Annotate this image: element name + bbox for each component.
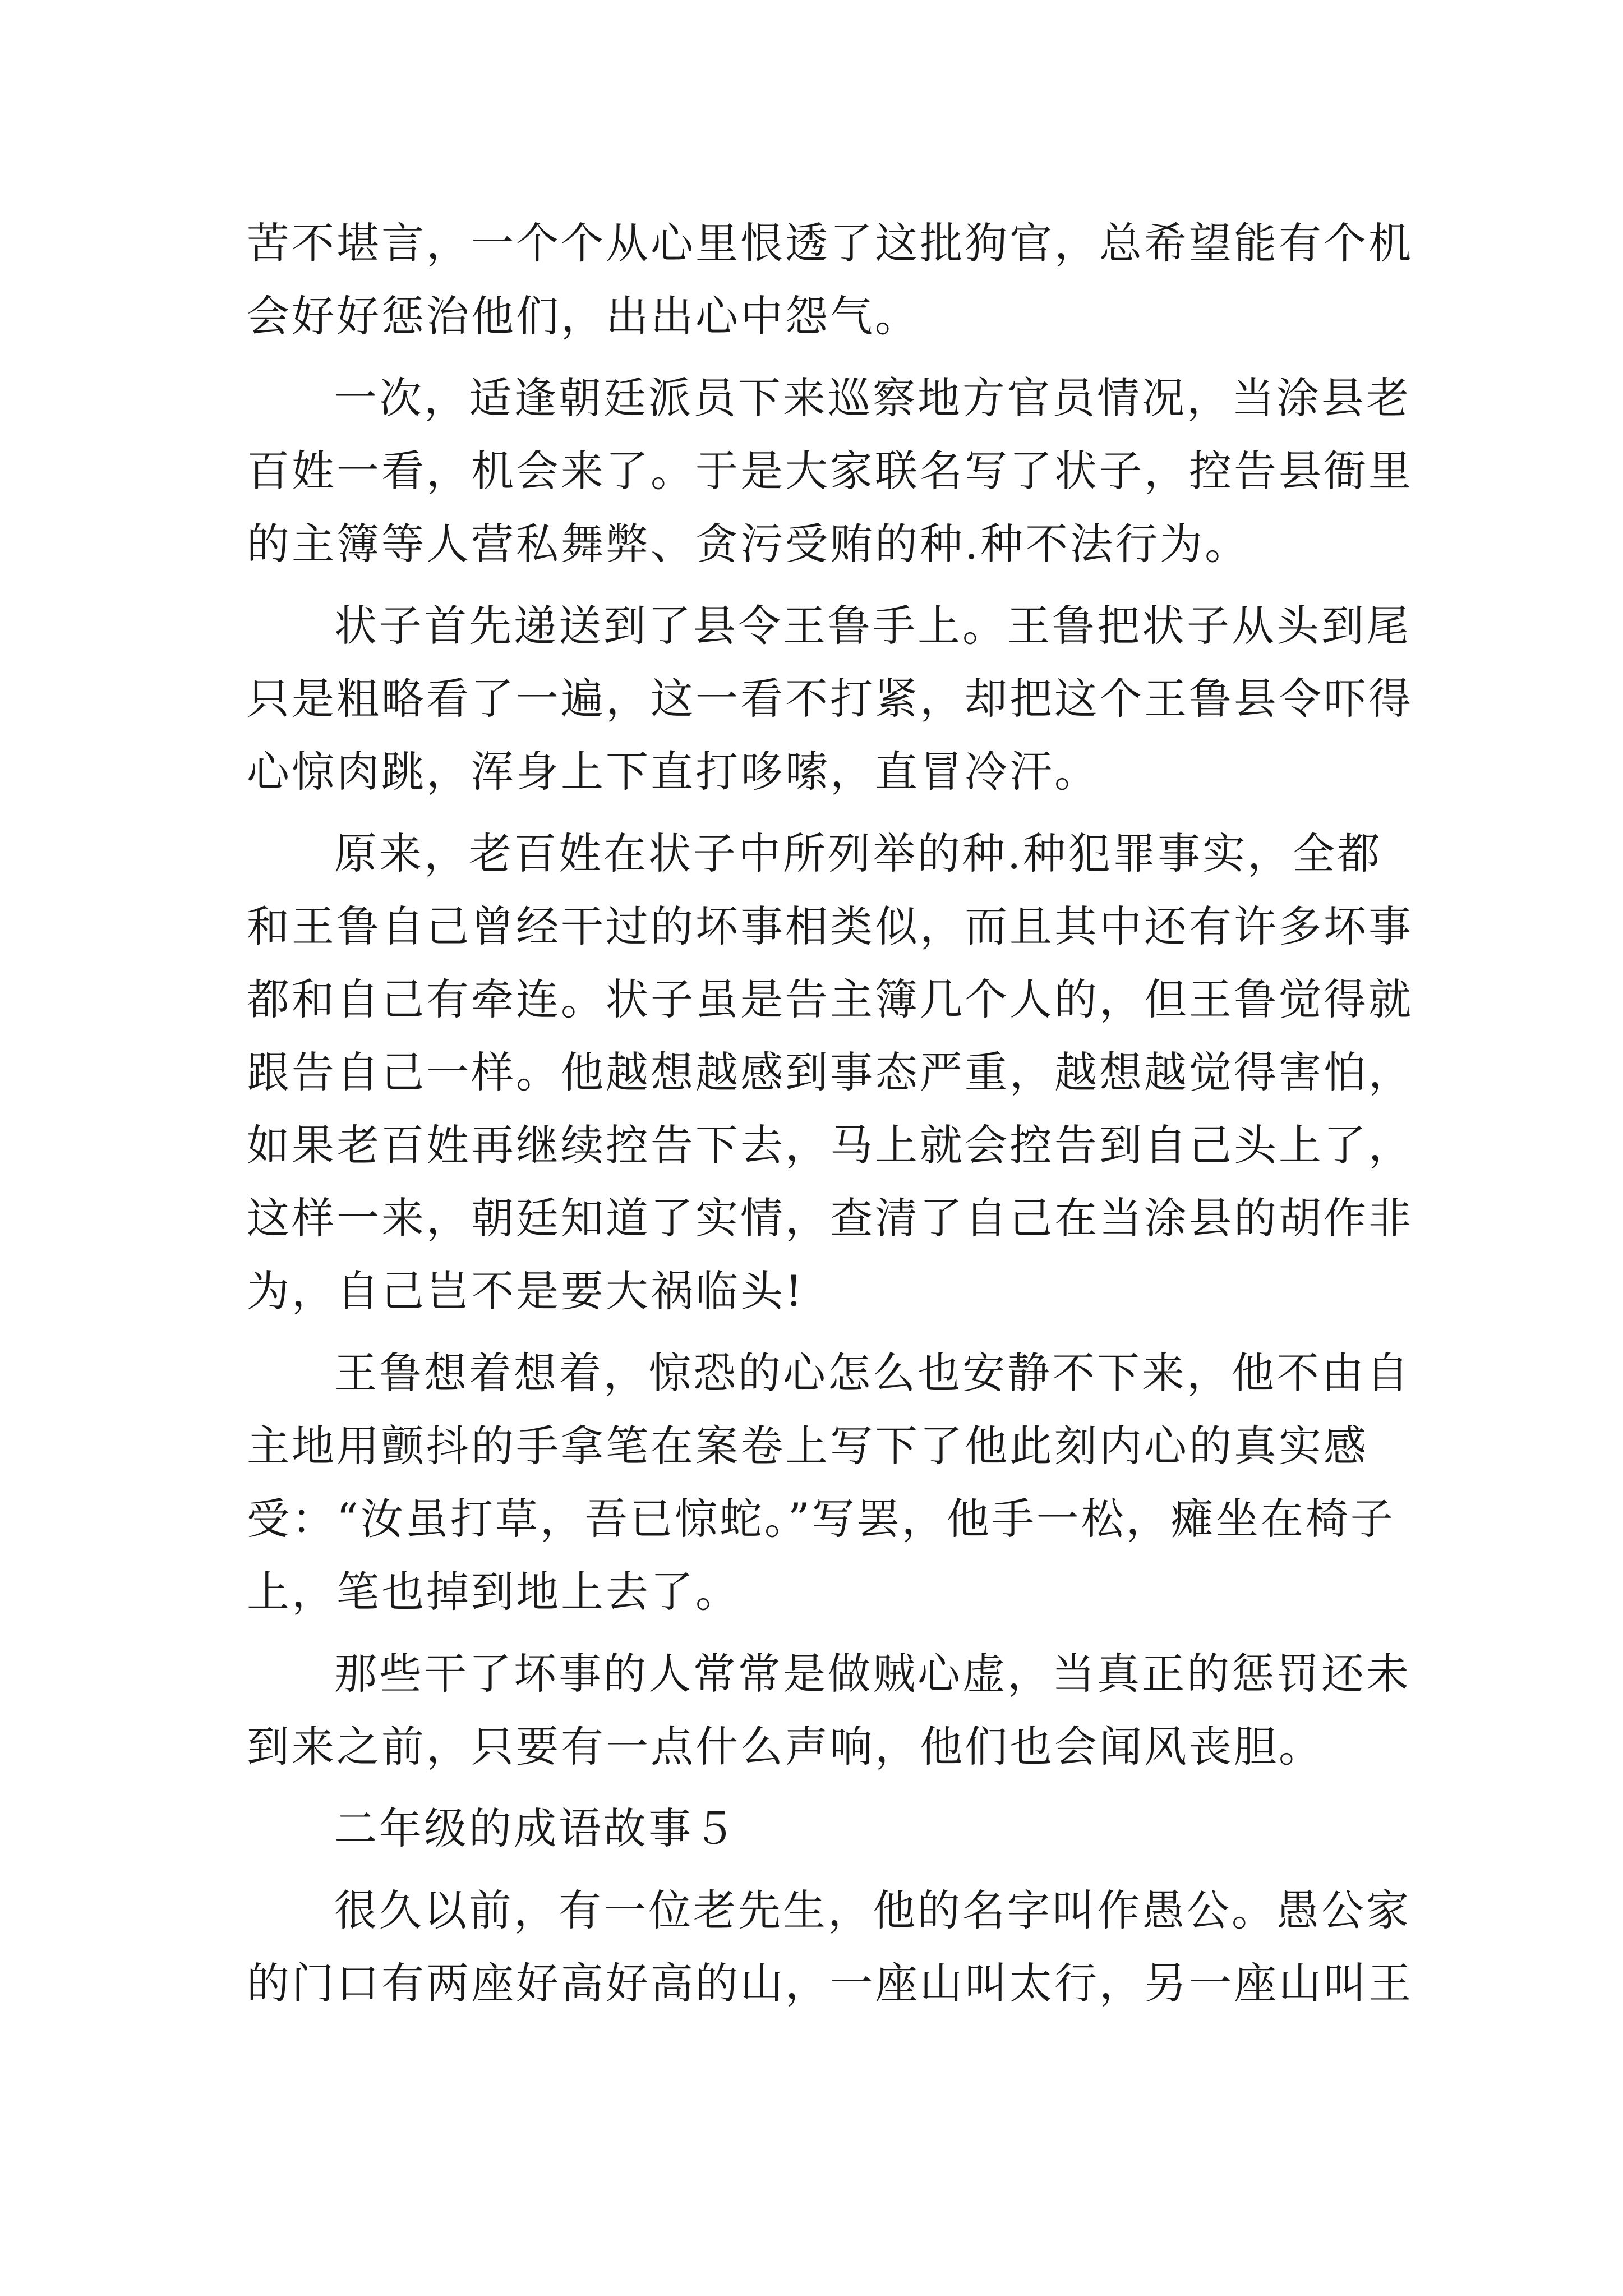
paragraph-start-line: 状子首先递送到了县令王鲁手上。王鲁把状子从头到尾 xyxy=(334,601,1411,651)
text-line: 为，自己岂不是要大祸临头! xyxy=(247,1266,805,1316)
text-line: 受：“汝虽打草，吾已惊蛇。”写罢，他手一松，瘫坐在椅子 xyxy=(247,1494,1395,1544)
paragraph-start-line: 一次，适逢朝廷派员下来巡察地方官员情况，当涂县老 xyxy=(334,373,1411,423)
text-line: 上，笔也掉到地上去了。 xyxy=(247,1567,740,1617)
paragraph-start-line: 王鲁想着想着，惊恐的心怎么也安静不下来，他不由自 xyxy=(334,1348,1411,1398)
text-line: 只是粗略看了一遍，这一看不打紧，却把这个王鲁县令吓得 xyxy=(247,674,1413,724)
text-line: 会好好惩治他们，出出心中怨气。 xyxy=(247,291,920,341)
paragraph-start-line: 原来，老百姓在状子中所列举的种.种犯罪事实，全都 xyxy=(334,829,1382,878)
text-line: 这样一来，朝廷知道了实情，查清了自己在当涂县的胡作非 xyxy=(247,1193,1413,1243)
text-line: 到来之前，只要有一点什么声响，他们也会闻风丧胆。 xyxy=(247,1722,1324,1772)
paragraph-start-line: 那些干了坏事的人常常是做贼心虚，当真正的惩罚还未 xyxy=(334,1649,1411,1699)
text-line: 如果老百姓再继续控告下去，马上就会控告到自己头上了， xyxy=(247,1120,1413,1170)
text-line: 的门口有两座好高好高的山，一座山叫太行，另一座山叫王 xyxy=(247,1958,1413,2008)
text-line: 都和自己有牵连。状子虽是告主簿几个人的，但王鲁觉得就 xyxy=(247,974,1413,1024)
section-heading: 二年级的成语故事５ xyxy=(334,1803,738,1853)
text-line: 心惊肉跳，浑身上下直打哆嗦，直冒冷汗。 xyxy=(247,747,1099,797)
paragraph-start-line: 很久以前，有一位老先生，他的名字叫作愚公。愚公家 xyxy=(334,1885,1411,1935)
text-line: 苦不堪言，一个个从心里恨透了这批狗官，总希望能有个机 xyxy=(247,218,1413,268)
text-line: 跟告自己一样。他越想越感到事态严重，越想越觉得害怕， xyxy=(247,1047,1413,1097)
text-line: 主地用颤抖的手拿笔在案卷上写下了他此刻内心的真实感 xyxy=(247,1421,1368,1471)
text-line: 和王鲁自己曾经干过的坏事相类似，而且其中还有许多坏事 xyxy=(247,901,1413,951)
text-line: 的主簿等人营私舞弊、贪污受贿的种.种不法行为。 xyxy=(247,519,1250,569)
text-line: 百姓一看，机会来了。于是大家联名写了状子，控告县衙里 xyxy=(247,446,1413,496)
